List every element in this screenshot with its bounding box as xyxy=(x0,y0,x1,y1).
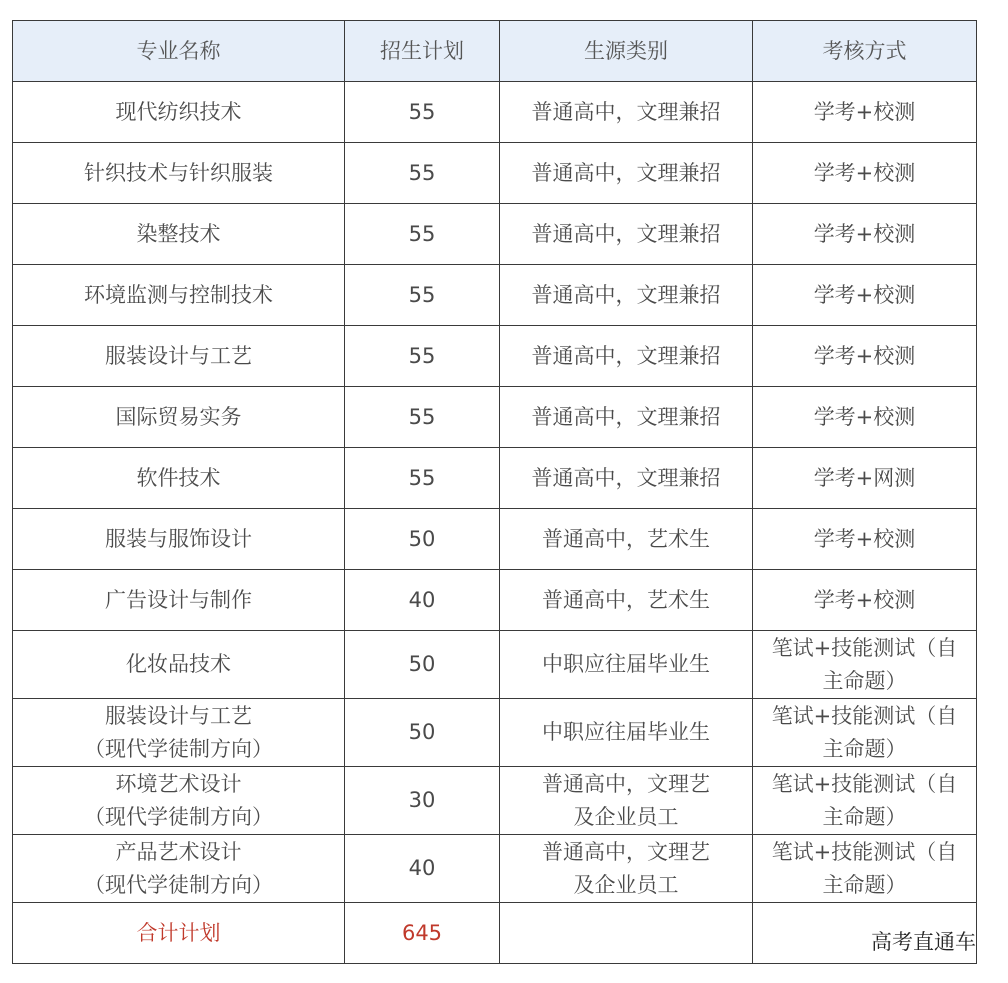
exam-text: 笔试+技能测试（自 xyxy=(771,703,958,728)
source-cell xyxy=(500,835,753,903)
plan-cell xyxy=(345,699,500,767)
exam-text: 主命题） xyxy=(822,736,907,761)
source-cell xyxy=(500,631,753,699)
plan-text: 55 xyxy=(408,465,436,490)
table-row xyxy=(13,509,977,570)
source-cell xyxy=(500,448,753,509)
total-empty-source xyxy=(500,903,753,964)
source-text: 普通高中，艺术生 xyxy=(542,587,710,612)
major-name-cell xyxy=(13,509,345,570)
exam-cell xyxy=(753,82,977,143)
plan-cell xyxy=(345,767,500,835)
table-row xyxy=(13,387,977,448)
plan-cell xyxy=(345,265,500,326)
source-cell xyxy=(500,265,753,326)
table-row xyxy=(13,265,977,326)
exam-text: 学考+校测 xyxy=(813,587,916,612)
source-text: 中职应往届毕业生 xyxy=(542,720,710,744)
plan-cell xyxy=(345,631,500,699)
major-name-cell xyxy=(13,204,345,265)
plan-cell xyxy=(345,448,500,509)
source-cell xyxy=(500,82,753,143)
major-name-text: 软件技术 xyxy=(136,465,221,490)
exam-cell xyxy=(753,265,977,326)
total-value: 645 xyxy=(345,903,500,964)
major-name-cell xyxy=(13,326,345,387)
table-total-row xyxy=(13,903,977,964)
exam-cell xyxy=(753,509,977,570)
exam-text: 笔试+技能测试（自 xyxy=(771,771,958,796)
plan-cell xyxy=(345,835,500,903)
plan-text: 40 xyxy=(408,856,436,880)
plan-cell xyxy=(345,326,500,387)
plan-text: 40 xyxy=(408,587,436,612)
major-name-text: 服装设计与工艺 xyxy=(105,343,252,368)
plan-text: 55 xyxy=(408,160,436,185)
exam-cell xyxy=(753,204,977,265)
source-text: 普通高中，文理兼招 xyxy=(531,99,721,124)
major-name-text: （现代学徒制方向） xyxy=(84,736,273,761)
source-cell xyxy=(500,509,753,570)
exam-text: 学考+网测 xyxy=(813,465,916,490)
major-name-cell xyxy=(13,387,345,448)
source-text: 普通高中，文理兼招 xyxy=(531,282,721,307)
exam-text: 学考+校测 xyxy=(813,160,916,185)
source-text: 普通高中，艺术生 xyxy=(542,526,710,551)
source-cell xyxy=(500,143,753,204)
major-name-text: 环境艺术设计 xyxy=(115,771,242,796)
header-student-source: 生源类别 xyxy=(500,21,753,82)
major-name-text: 现代纺织技术 xyxy=(115,99,242,124)
major-name-text: 服装与服饰设计 xyxy=(105,526,252,551)
exam-text: 学考+校测 xyxy=(813,343,916,368)
table-row xyxy=(13,699,977,767)
exam-cell xyxy=(753,448,977,509)
exam-text: 笔试+技能测试（自 xyxy=(771,635,958,660)
source-text: 普通高中，文理兼招 xyxy=(531,404,721,429)
major-name-text: （现代学徒制方向） xyxy=(84,804,273,829)
plan-cell xyxy=(345,509,500,570)
exam-text: 主命题） xyxy=(822,804,907,829)
plan-text: 55 xyxy=(408,282,436,307)
major-name-text: 服装设计与工艺 xyxy=(105,703,252,728)
major-name-text: （现代学徒制方向） xyxy=(84,872,273,897)
exam-cell xyxy=(753,767,977,835)
table-row xyxy=(13,448,977,509)
plan-text: 50 xyxy=(408,652,436,676)
exam-cell xyxy=(753,143,977,204)
major-name-text: 环境监测与控制技术 xyxy=(84,282,273,307)
source-text: 普通高中，文理兼招 xyxy=(531,221,721,246)
header-enrollment-plan: 招生计划 xyxy=(345,21,500,82)
source-text: 普通高中，文理兼招 xyxy=(531,343,721,368)
source-text: 及企业员工 xyxy=(573,804,679,829)
major-name-text: 针织技术与针织服装 xyxy=(84,160,273,185)
major-name-cell xyxy=(13,699,345,767)
major-name-cell xyxy=(13,448,345,509)
header-assessment-method: 考核方式 xyxy=(753,21,977,82)
table-header-row xyxy=(13,21,977,82)
major-name-cell xyxy=(13,767,345,835)
source-text: 普通高中，文理兼招 xyxy=(531,465,721,490)
exam-text: 学考+校测 xyxy=(813,282,916,307)
major-name-cell xyxy=(13,265,345,326)
exam-text: 笔试+技能测试（自 xyxy=(771,839,958,864)
table-row xyxy=(13,767,977,835)
exam-cell xyxy=(753,699,977,767)
major-name-cell xyxy=(13,631,345,699)
major-name-cell xyxy=(13,143,345,204)
table-row xyxy=(13,82,977,143)
plan-text: 55 xyxy=(408,99,436,124)
source-text: 普通高中，文理艺 xyxy=(542,839,710,864)
plan-text: 55 xyxy=(408,221,436,246)
exam-cell xyxy=(753,570,977,631)
plan-cell xyxy=(345,204,500,265)
table-row xyxy=(13,835,977,903)
source-cell xyxy=(500,767,753,835)
source-cell xyxy=(500,699,753,767)
watermark-text: 高考直通车 xyxy=(871,930,976,954)
enrollment-table xyxy=(12,20,977,964)
plan-text: 55 xyxy=(408,343,436,368)
plan-text: 55 xyxy=(408,404,436,429)
plan-cell xyxy=(345,570,500,631)
exam-text: 学考+校测 xyxy=(813,221,916,246)
plan-text: 50 xyxy=(408,720,436,744)
major-name-text: 产品艺术设计 xyxy=(115,839,242,864)
major-name-cell xyxy=(13,570,345,631)
major-name-text: 化妆品技术 xyxy=(126,652,231,676)
exam-text: 学考+校测 xyxy=(813,526,916,551)
source-text: 普通高中，文理兼招 xyxy=(531,160,721,185)
source-text: 普通高中，文理艺 xyxy=(542,771,710,796)
total-label: 合计计划 xyxy=(13,903,345,964)
enrollment-table-container xyxy=(12,20,977,964)
source-cell xyxy=(500,387,753,448)
major-name-text: 染整技术 xyxy=(136,221,221,246)
table-row xyxy=(13,326,977,387)
header-major-name: 专业名称 xyxy=(13,21,345,82)
major-name-text: 广告设计与制作 xyxy=(105,587,252,612)
plan-text: 50 xyxy=(408,526,436,551)
exam-cell xyxy=(753,387,977,448)
table-row xyxy=(13,204,977,265)
plan-text: 30 xyxy=(408,788,436,812)
table-row xyxy=(13,631,977,699)
source-cell xyxy=(500,570,753,631)
table-row xyxy=(13,570,977,631)
plan-cell xyxy=(345,143,500,204)
major-name-text: 国际贸易实务 xyxy=(115,404,242,429)
plan-cell xyxy=(345,387,500,448)
major-name-cell xyxy=(13,82,345,143)
major-name-cell xyxy=(13,835,345,903)
plan-cell xyxy=(345,82,500,143)
table-row xyxy=(13,143,977,204)
exam-cell xyxy=(753,835,977,903)
source-cell xyxy=(500,204,753,265)
exam-cell xyxy=(753,631,977,699)
exam-text: 主命题） xyxy=(822,872,907,897)
table-body xyxy=(13,82,977,903)
source-text: 中职应往届毕业生 xyxy=(542,652,710,676)
source-text: 及企业员工 xyxy=(573,872,679,897)
exam-cell xyxy=(753,326,977,387)
exam-text: 学考+校测 xyxy=(813,99,916,124)
source-cell xyxy=(500,326,753,387)
exam-text: 主命题） xyxy=(822,668,907,693)
exam-text: 学考+校测 xyxy=(813,404,916,429)
